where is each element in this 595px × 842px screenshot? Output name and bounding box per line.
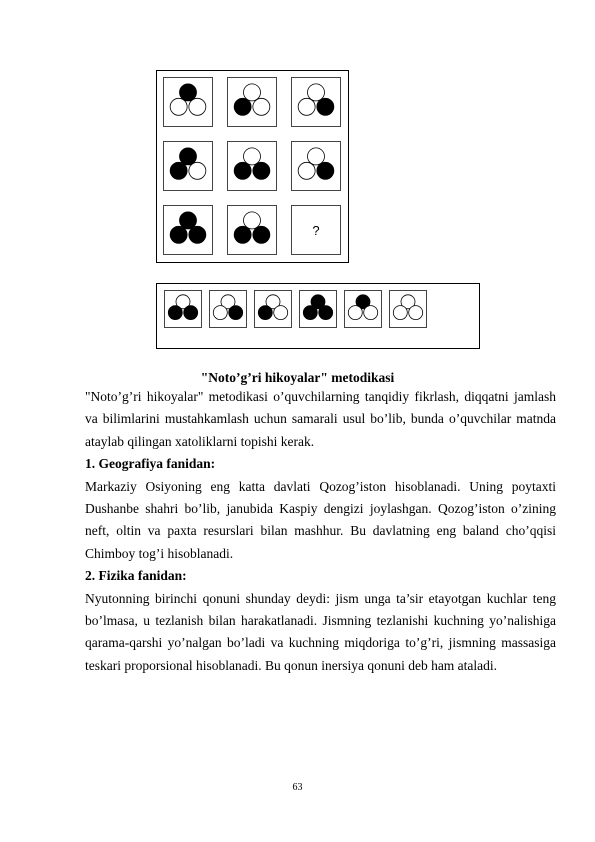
matrix-cell-1 <box>163 77 213 127</box>
circle-right-empty <box>189 162 206 179</box>
circles-figure <box>164 142 212 190</box>
matrix-cell-5 <box>227 141 277 191</box>
circles-figure <box>300 291 336 327</box>
answer-option-2[interactable] <box>209 290 247 328</box>
section-physics-heading: 2. Fizika fanidan: <box>85 568 187 584</box>
circle-right-empty <box>189 98 206 115</box>
matrix-cell-missing <box>291 205 341 255</box>
section-physics-text: Nyutonning birinchi qonuni shunday deydi: jism unga ta’sir etayotgan kuchlar teng bo’lmasa, u tezlanish bilan harakatlanadi. Jismning tezlanishi kuchning yo’nalishiga qarama-qarshi yo’nalgan bo’ladi va kuchning miqdoriga to’g’ri, jismning massasiga teskari proporsional hisoblanadi. Bu qonun inersiya qonuni deb ham ataladi. <box>85 590 556 673</box>
circle-right-filled <box>253 226 270 243</box>
circle-right-empty <box>274 306 288 320</box>
circle-top-empty <box>244 84 261 101</box>
answer-option-3[interactable] <box>254 290 292 328</box>
circles-figure <box>345 291 381 327</box>
circle-right-filled <box>319 306 333 320</box>
circle-right-empty <box>409 306 423 320</box>
matrix-cell-4 <box>163 141 213 191</box>
circles-figure <box>228 206 276 254</box>
circle-top-empty <box>244 148 261 165</box>
circle-right-filled <box>253 162 270 179</box>
circle-left-filled <box>170 226 187 243</box>
circles-figure <box>164 78 212 126</box>
circle-right-filled <box>317 98 334 115</box>
circles-figure <box>228 142 276 190</box>
answer-option-6[interactable] <box>389 290 427 328</box>
section-geography-text: Markaziy Osiyoning eng katta davlati Qozog’iston hisoblanadi. Uning poytaxti Dushanbe shahri bo’lib, janubida Kaspiy dengizi joylashgan. Qozog’iston o’zining neft, oltin va paxta resurslari bilan mashhur. Bu davlatning eng baland cho’qqisi Chimboy tog’i hisoblanadi. <box>85 478 556 561</box>
circle-left-empty <box>348 306 362 320</box>
circle-left-filled <box>234 162 251 179</box>
circle-right-filled <box>317 162 334 179</box>
circle-top-empty <box>244 212 261 229</box>
circle-left-empty <box>298 162 315 179</box>
circles-figure <box>228 78 276 126</box>
matrix-cell-2 <box>227 77 277 127</box>
circle-top-filled <box>180 212 197 229</box>
circle-left-filled <box>168 306 182 320</box>
answer-option-4[interactable] <box>299 290 337 328</box>
circle-left-empty <box>298 98 315 115</box>
circle-left-empty <box>213 306 227 320</box>
circle-left-filled <box>234 98 251 115</box>
content <box>85 386 556 677</box>
circle-left-filled <box>258 306 272 320</box>
circles-figure <box>210 291 246 327</box>
circles-figure <box>255 291 291 327</box>
intro-paragraph: "Noto’g’ri hikoyalar" metodikasi o’quvchilarning tanqidiy fikrlash, diqqatni jamlash va bilimlarini mustahkamlash uchun samarali usul bo’lib, bunda o’quvchilar matnda ataylab qilingan xatoliklarni topishi kerak. <box>85 389 556 449</box>
circle-top-empty <box>308 148 325 165</box>
circle-left-empty <box>170 98 187 115</box>
circles-figure <box>165 291 201 327</box>
circles-figure <box>292 142 340 190</box>
matrix-cell-6 <box>291 141 341 191</box>
circle-right-empty <box>253 98 270 115</box>
circle-left-filled <box>303 306 317 320</box>
answer-options <box>156 283 480 349</box>
circle-top-filled <box>180 148 197 165</box>
section-geography-heading: 1. Geografiya fanidan: <box>85 456 216 472</box>
circles-figure <box>390 291 426 327</box>
circles-figure <box>292 78 340 126</box>
circle-top-filled <box>180 84 197 101</box>
circle-left-empty <box>393 306 407 320</box>
answer-option-5[interactable] <box>344 290 382 328</box>
circle-left-filled <box>170 162 187 179</box>
page-number: 63 <box>292 782 303 793</box>
circle-right-filled <box>229 306 243 320</box>
circles-figure <box>164 206 212 254</box>
puzzle-matrix <box>156 70 349 263</box>
matrix-cell-8 <box>227 205 277 255</box>
circle-right-filled <box>189 226 206 243</box>
circle-right-empty <box>364 306 378 320</box>
matrix-cell-3 <box>291 77 341 127</box>
circle-left-filled <box>234 226 251 243</box>
page-title: "Noto’g’ri hikoyalar" metodikasi <box>200 370 395 385</box>
circle-top-empty <box>308 84 325 101</box>
answer-option-1[interactable] <box>164 290 202 328</box>
circle-right-filled <box>184 306 198 320</box>
question-mark: ? <box>312 222 320 238</box>
matrix-cell-7 <box>163 205 213 255</box>
